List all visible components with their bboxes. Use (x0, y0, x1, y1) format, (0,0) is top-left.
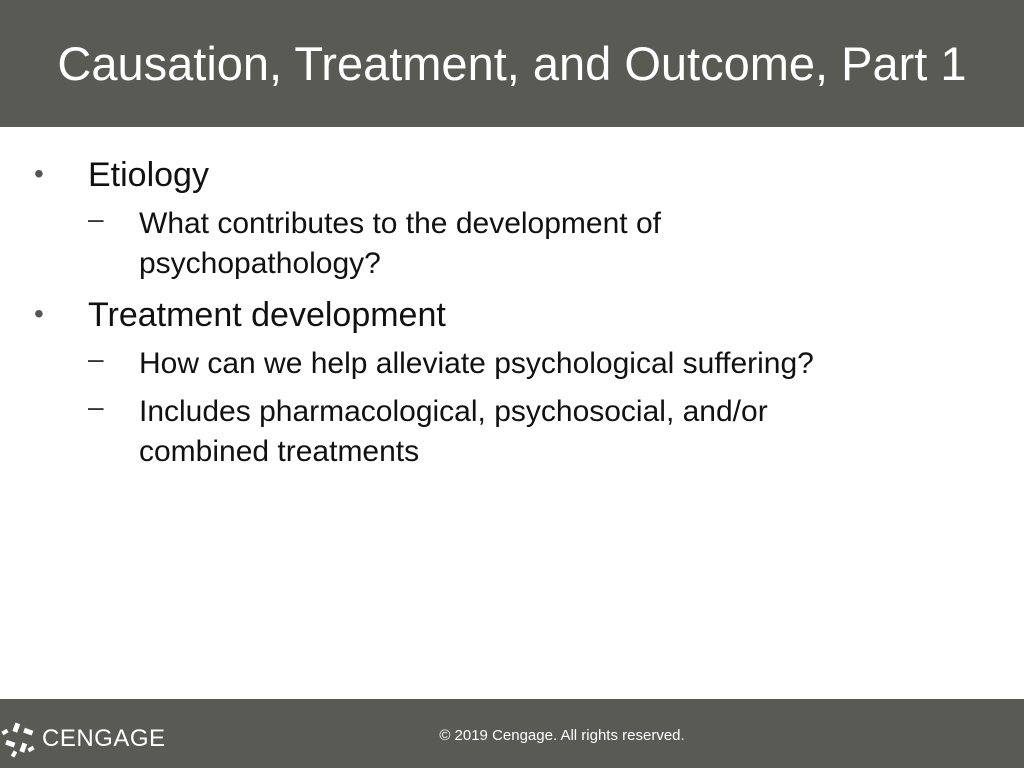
sub-bullet-marker: – (88, 203, 104, 234)
bullet-marker: • (34, 158, 44, 189)
sub-bullet-marker: – (88, 391, 104, 422)
sub-bullet-marker: – (88, 343, 104, 374)
cengage-logo-text: CENGAGE (42, 725, 166, 752)
slide-header (0, 0, 1024, 127)
bullet-text: Treatment development (88, 296, 446, 334)
sub-bullet-text: What contributes to the development of psychopathology? (139, 207, 661, 280)
sub-bullet-text: How can we help alleviate psychological suffering? (139, 347, 814, 380)
slide-title: Causation, Treatment, and Outcome, Part 1 (57, 37, 967, 90)
sub-bullet-text: Includes pharmacological, psychosocial, and/or combined treatments (139, 395, 768, 468)
bullet-text: Etiology (88, 156, 209, 194)
slide-footer (0, 699, 1024, 768)
bullet-marker: • (34, 298, 44, 329)
copyright-notice: © 2019 Cengage. All rights reserved. (439, 727, 685, 744)
